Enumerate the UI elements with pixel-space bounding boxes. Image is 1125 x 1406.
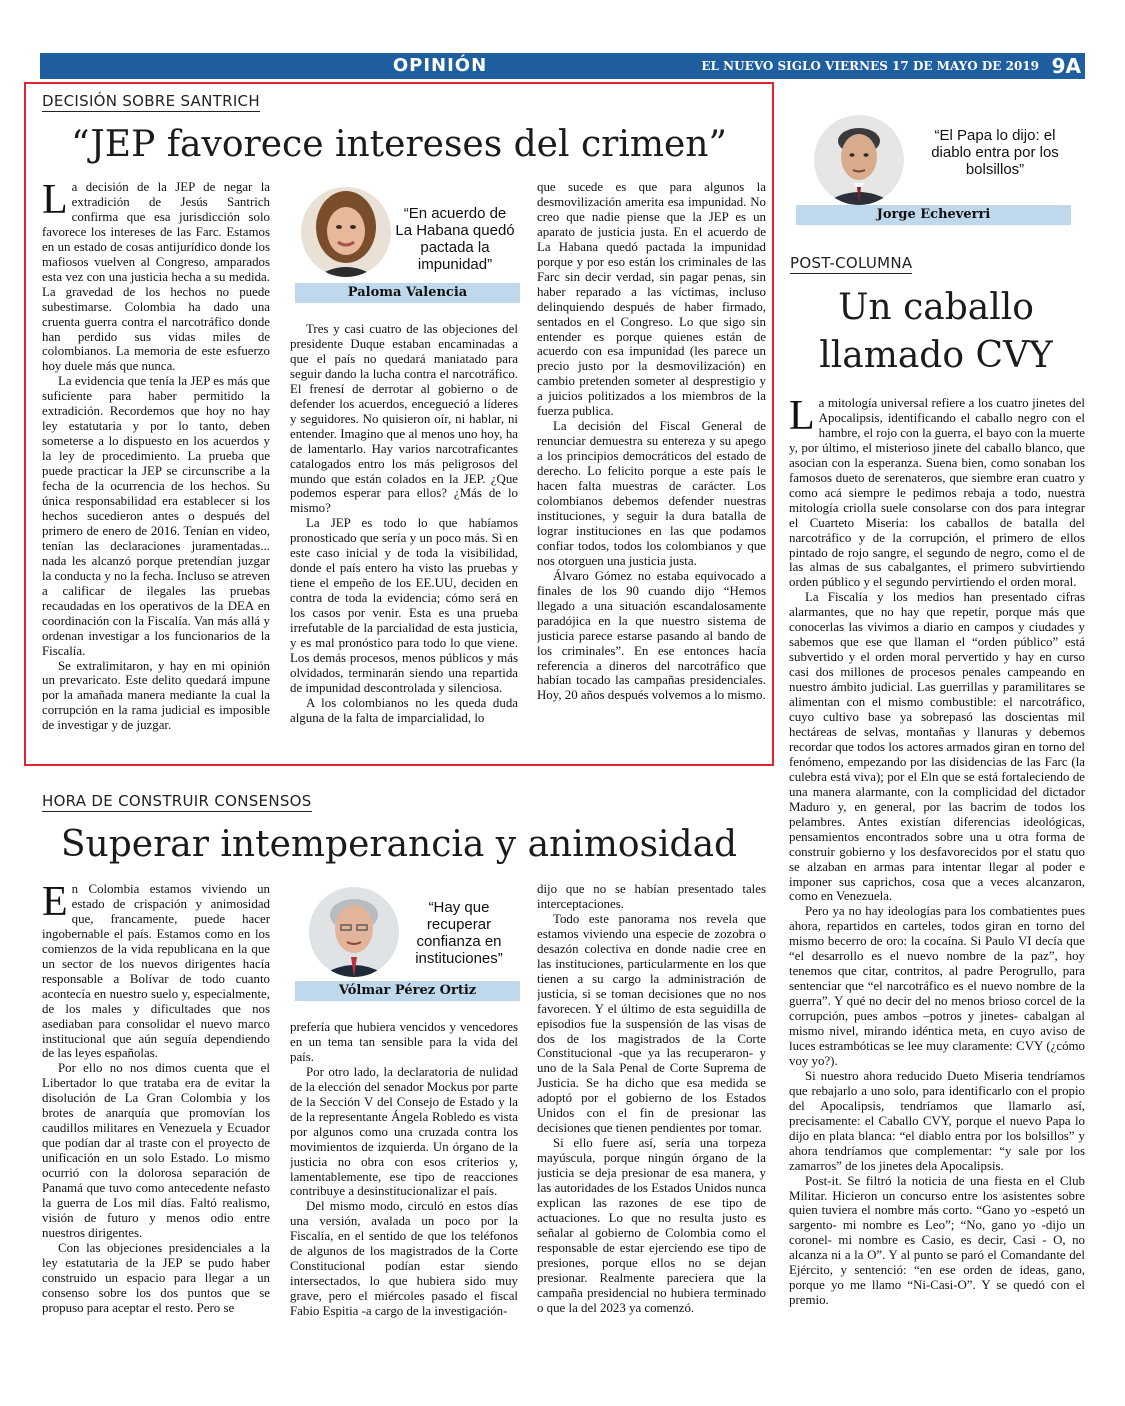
article2-kicker: HORA DE CONSTRUIR CONSENSOS <box>42 792 312 810</box>
paragraph: En Colombia estamos viviendo un estado de crispación y animosidad que, francamente, puede hacer ingobernable el país. Estamos como en los comienzos de la vida republicana en la que un sector de los nuevos dirigentes hacía responsable a Bolívar de todo cuanto acontecía en nuestro suelo y, especialmente, de los males y dificultades que nos asediaban para consolidar el nuevo marco institucional que aún seguía dependiendo de las leyes españolas. <box>42 882 270 1061</box>
paragraph: Pero ya no hay ideologías para los combatientes pues ahora, repartidos en carteles, todos giran en torno del mismo becerro de oro: la cocaína. Si Paulo VI decía que “el desarrollo es el nuevo nombre de la paz”, hoy tenemos que citar, contritos, al padre Perogrullo, para sentenciar que “el narcotráfico es el nuevo nombre de la guerra”. Y qué no decir del no menos brioso corcel de la corrupción, pues ambos –potros y jinetes- cabalgan al mismo nivel, mirando idéntica meta, en cuyo aviso de luces estrambóticas se lee muy claramente: CVY (¿cómo voy yo?). <box>789 904 1085 1068</box>
article1-headline: “JEP favorece intereses del crimen” <box>71 124 727 165</box>
author-photo <box>301 187 391 277</box>
article3-headline-line-2: llamado CVY <box>819 335 1053 376</box>
author-name: Jorge Echeverri <box>796 205 1071 225</box>
paragraph: Álvaro Gómez no estaba equivocado a finales de los 90 cuando dijo “Hemos llegado a una situación escandalosamente paradójica en la que nuestro sistema de justicia parece estarse pasando al bando de los criminales”. En ese entonces hacía referencia a dineros del narcotráfico que habían tocado las campañas presidenciales. Hoy, 20 años después volvemos a lo mismo. <box>537 568 766 703</box>
paragraph: Por ello no nos dimos cuenta que el Libertador lo que trataba era de evitar la disolución de La Gran Colombia y los brotes de anarquía que promovían los caudillos militares en Venezuela y Ecuador que podían dar al traste con el proyecto de unificación en un solo Estado. Lo mismo ocurrió con la dolorosa separación de Panamá que tuvo como antecedente nefasto la guerra de Los mil días. Faltó realismo, visión de futuro y menos odio entre nuestros dirigentes. <box>42 1061 270 1240</box>
paragraph: La evidencia que tenía la JEP es más que suficiente para haber permitido la extradición. Recordemos que hoy no hay ley estatutaria y por lo tanto, deben someterse a lo dispuesto en los acuerdos y la ley de procedimiento. La prueba que puede practicar la JEP se circunscribe a la fecha de la ocurrencia de los hechos. Su única responsabilidad era establecer si los hechos sucedieron antes o después del primero de enero de 2016. Tenían en video, tenían las declaraciones juramentadas... nada les alcanzó porque pretendían juzgar la conducta y no la fecha. Incluso se atreven a calificar de ilegales las pruebas recaudadas en los operativos de la DEA en coordinación con la Fiscalía. Van más allá y ordenan investigar a los funcionarios de la Fiscalía. <box>42 374 270 658</box>
pull-quote: “Hay que recuperar confianza en instituciones” <box>415 899 503 967</box>
paragraph: La decisión de la JEP de negar la extradición de Jesús Santrich confirma que esa jurisdicción solo favorece los intereses de las Farc. Estamos en un estado de cosas antijurídico donde los mafiosos vuelven al Congreso, amparados esta vez con una justicia hecha a su medida. La gravedad de los hechos no puede subestimarse. Colombia ha dado una cruenta guerra contra el narcotráfico donde han perdido sus vidas miles de colombianos. La memoria de este esfuerzo hoy duele más que nunca. <box>42 180 270 374</box>
article2-headline: Superar intemperancia y animosidad <box>60 824 738 865</box>
paragraph: La mitología universal refiere a los cuatro jinetes del Apocalipsis, identificando el caballo negro con el hambre, el rojo con la guerra, el bayo con la muerte y, por último, el misterioso jinete del caballo blanco, que asocian con la esperanza. Suena bien, como sonaban los famosos dueto de serenateros, que siembre eran cuatro y como acá siempre le pedimos rebaja a todo, nuestra mitología criolla suele consolarse con dos para integrar el Cuarteto Miseria: los caballos de batalla del narcotráfico y de la corrupción, el primero de ellos pintado de rojo sangre, el segundo de negro, como el de las almas de sus cabalgantes, el primero subvirtiendo orden público y el segundo pervirtiendo el orden moral. <box>789 396 1085 590</box>
author-photo <box>814 115 904 205</box>
article1-kicker: DECISIÓN SOBRE SANTRICH <box>42 92 260 110</box>
section-title: OPINIÓN <box>392 55 488 76</box>
paragraph: Si nuestro ahora reducido Dueto Miseria tendríamos que rebajarlo a uno solo, para identificarlo con el propio del Apocalipsis, tendríamos que llamarlo así, precisamente: el Caballo CVY, porque el nuevo Papa lo dijo en plata blanca: “el diablo entra por los bolsillos” y ahora tendríamos que complementar: “y sale por los zamarros” de los jinetes dela Apocalipsis. <box>789 1068 1085 1173</box>
paragraph: A los colombianos no les queda duda alguna de la falta de imparcialidad, lo <box>290 695 518 725</box>
article1-quote-box <box>295 187 520 303</box>
paragraph: La JEP es todo lo que habíamos pronosticado que sería y un poco más. Si en este caso inicial y de toda la visibilidad, donde el país entero ha visto las pruebas y tiene el empeño de los EE.UU, deciden en contra de toda la evidencia; cómo será en los casos por venir. Esta es una prueba irrefutable de la parcialidad de esta justicia, y es mal pronóstico para todo lo que viene. Los demás procesos, menos públicos y más olvidados, terminarán siendo una repartida de impunidad descontrolada y silenciosa. <box>290 516 518 695</box>
paragraph: Se extralimitaron, y hay en mi opinión un prevaricato. Este delito quedará impune por la amañada manera mediante la cual la corrupción en la rama judicial es imposible de investigar y de juzgar. <box>42 658 270 733</box>
page-number: 9A <box>1051 54 1081 78</box>
article1-column-3 <box>537 180 766 758</box>
pull-quote: “En acuerdo de La Habana quedó pactada la impunidad” <box>395 205 515 273</box>
article2-column-2 <box>290 1020 518 1348</box>
paragraph: que sucede es que para algunos la desmovilización amerita esa impunidad. No creo que nadie piense que la JEP es un aparato de justicia justa. En el acuerdo de La Habana quedó pactada la impunidad porque y por eso están los criminales de las Farc sin decir verdad, sin pagar penas, sin haber reparado a las víctimas, incluso delinquiendo después de haber firmado, sentados en el Congreso. Lo que sigo sin entender es porque quienes están de acuerdo con esa impunidad (les parece un precio justo por la desmovilización) en cambio pretenden someter al desprestigio y a juicios politizados a los miembros de la fuerza publica. <box>537 180 766 419</box>
article2-column-3 <box>537 882 766 1348</box>
article2-quote-box <box>295 887 520 1003</box>
article3-kicker: POST-COLUMNA <box>790 254 913 272</box>
article3-column <box>789 396 1085 1351</box>
article2-column-1 <box>42 882 270 1348</box>
author-photo <box>309 887 399 977</box>
article3-headline-line-1: Un caballo <box>838 287 1034 328</box>
paragraph: Tres y casi cuatro de las objeciones del presidente Duque estaban encaminadas a que el país no quedará maniatado para seguir dando la lucha contra el narcotráfico. El frenesí de derrotar al gobierno o de defender los acuerdos, encegueció a líderes y seguidores. No quisieron oír, ni hablar, ni entender. Imagino que al menos uno hoy, ha de lamentarlo. Hay varios narcotraficantes catalogados entro los más peligrosos del mundo que están colados en la JEP. ¿Que podemos esperar para ellos? ¿Más de lo mismo? <box>290 322 518 516</box>
paragraph: Si ello fuere así, sería una torpeza mayúscula, porque ningún órgano de la justicia se deja presionar de esa manera, y las autoridades de los Estados Unidos nunca explican las razones de ese tipo de actuaciones. Lo que no resulta justo es señalar al gobierno de Colombia como el responsable de estar ejerciendo ese tipo de presiones, porque ellos no se dejan presionar. Realmente pareciera que la campaña presidencial no hubiera terminado o que la del 2023 ya comenzó. <box>537 1136 766 1315</box>
article3-quote-box <box>796 113 1071 228</box>
paragraph: La decisión del Fiscal General de renunciar demuestra su entereza y su apego a los principios democráticos del estado de derecho. Lo felicito porque a este país le hacen falta muestras de carácter. Los colombianos debemos defender nuestras instituciones, y seguir la dura batalla de lograr instituciones en las que podamos confiar todos, todos los colombianos y que nos otorguen una justicia justa. <box>537 419 766 568</box>
pull-quote: “El Papa lo dijo: el diablo entra por los bolsillos” <box>931 127 1059 178</box>
section-header-bar <box>40 53 1085 79</box>
newspaper-date: EL NUEVO SIGLO VIERNES 17 DE MAYO DE 2019 <box>701 59 1039 73</box>
paragraph: Del mismo modo, circuló en estos días una versión, avalada un poco por la Fiscalía, en el sentido de que los teléfonos de algunos de los magistrados de la Corte Constitucional podían estar siendo intersectados, lo que hubiera sido muy grave, pero el miércoles pasado el fiscal Fabio Espitia -a cargo de la investigación- <box>290 1199 518 1319</box>
paragraph: dijo que no se habían presentado tales interceptaciones. <box>537 882 766 911</box>
paragraph: Por otro lado, la declaratoria de nulidad de la elección del senador Mockus por parte de la Sección V del Consejo de Estado y la de la representante Ángela Robledo es vista por algunos como una cruzada contra los movimientos de izquierda. Un órgano de la justicia no obra con esos criterios y, lamentablemente, ese tipo de reacciones contribuye a desinstitucionalizar el país. <box>290 1064 518 1199</box>
paragraph: Todo este panorama nos revela que estamos viviendo una especie de zozobra o desazón colectiva en donde nadie cree en las instituciones, particularmente en los que tienen a su cargo la administración de justicia, si se toman decisiones que no nos favorecen. Y el último de esta seguidilla de episodios fue la suspensión de las visas de dos de los magistrados de la Corte Constitucional -que ya las recuperaron- y uno de la Sala Penal de Corte Suprema de Justicia. Se ha dicho que esa medida se adoptó por el gobierno de los Estados Unidos con el fin de presionar las decisiones que tienen pendientes por tomar. <box>537 911 766 1136</box>
author-name: Vólmar Pérez Ortiz <box>295 981 520 1001</box>
author-name: Paloma Valencia <box>295 283 520 303</box>
paragraph: Post-it. Se filtró la noticia de una fiesta en el Club Militar. Hicieron un concurso entre los asistentes sobre quien tuviera el nombre más corto. “Gano yo -espetó un sargento- mi nombre es Leo”; “No, gano yo -dijo un coronel- mi nombre es Casio, es decir, Casi - O, no alcanza ni a la O”. Y al punto se paró el Comandante del Ejército, y sentenció: “en ese orden de ideas, gano, porque yo me llamo “Ni-Casi-O”. Y se quedó con el premio. <box>789 1173 1085 1308</box>
article1-column-1 <box>42 180 270 758</box>
paragraph: Con las objeciones presidenciales a la ley estatutaria de la JEP se pudo haber construido un espacio para llegar a un consenso sobre los dos puntos que se propuso para aceptar el resto. Pero se <box>42 1240 270 1315</box>
paragraph: prefería que hubiera vencidos y vencedores en un tema tan sensible para la vida del país. <box>290 1020 518 1064</box>
paragraph: La Fiscalía y los medios han presentado cifras alarmantes, que no hay que repetir, porque más que conocerlas las vivimos a diario en campos y ciudades y sabemos que ese que llaman el “orden público” está subvertido y el orden moral pervertido y hay en curso casi dos millones de procesos penales campeando en nuestro ámbito judicial. Las guerrillas y paramilitares se alimentan con el mismo combustible: el narcotráfico, cuyo cultivo base ya sobrepasó las doscientas mil hectáreas de selvas, montañas y llanuras y debemos recordar que todos los actores armados giran en torno del fenómeno, empezando por las disidencias de las Farc (la culebra está viva); por el Eln que se está fortaleciendo de una manera alarmante, con la complicidad del dictador Maduro y, en general, por las bacrim de todos los pelambres. Antes existían diferencias ideológicas, pensamientos encontrados sobre una u otra forma de construir gobierno y los desfavorecidos por el statu quo se alzaban en armas para intentar llegar al poder e imponer sus caprichos, cosa que a veces alcanzaron, como en Venezuela. <box>789 590 1085 904</box>
article1-column-2 <box>290 322 518 758</box>
